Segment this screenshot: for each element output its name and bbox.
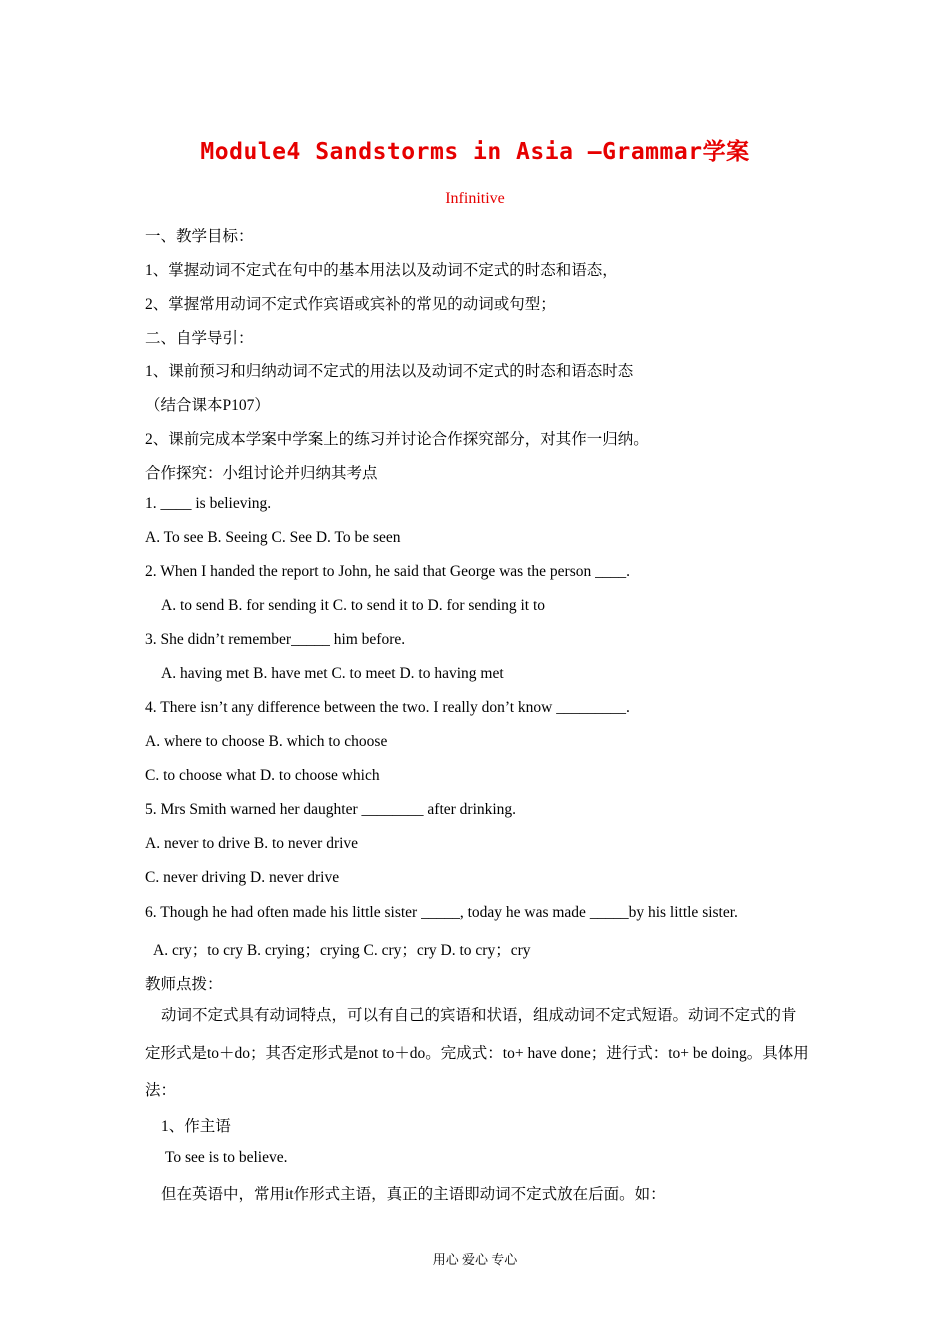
text-line: 二、自学导引： [145, 330, 254, 347]
text-line: 1、课前预习和归纳动词不定式的用法以及动词不定式的时态和语态时态 [145, 363, 634, 380]
question-4: 4. There isn’t any difference between the two. I really don’t know _________. [145, 699, 630, 716]
text-line: 2、掌握常用动词不定式作宾语或宾补的常见的动词或句型； [145, 296, 556, 313]
explanation-paragraph: 动词不定式具有动词特点，可以有自己的宾语和状语，组成动词不定式短语。动词不定式的肯定形式是to＋do；其否定形式是not to＋do。完成式：to+ have done；进行式：to+ be doing。具体用法： [145, 1007, 809, 1099]
question-3: 3. She didn’t remember_____ him before. [145, 631, 406, 648]
usage-example: To see is to believe. [165, 1149, 288, 1166]
question-2: 2. When I handed the report to John, he said that George was the person ____. [145, 563, 630, 580]
text-line: 一、教学目标： [145, 228, 254, 245]
text-line: 1、掌握动词不定式在句中的基本用法以及动词不定式的时态和语态， [145, 262, 618, 279]
text-line: 合作探究：小组讨论并归纳其考点 [145, 465, 378, 482]
document-title: Module4 Sandstorms in Asia –Grammar学案 [200, 139, 750, 165]
text-line: （结合课本P107） [145, 397, 270, 414]
question-1-options: A. To see B. Seeing C. See D. To be seen [145, 529, 401, 546]
question-1: 1. ____ is believing. [145, 495, 272, 512]
question-5-options-b: C. never driving D. never drive [145, 869, 340, 886]
text-line: 2、课前完成本学案中学案上的练习并讨论合作探究部分，对其作一归纳。 [145, 431, 649, 448]
question-5: 5. Mrs Smith warned her daughter ________ after drinking. [145, 801, 517, 818]
question-4-options-a: A. where to choose B. which to choose [145, 733, 388, 750]
question-3-options: A. having met B. have met C. to meet D. to having met [161, 665, 504, 682]
page-footer: 用心 爱心 专心 [432, 1252, 518, 1267]
question-6: 6. Though he had often made his little sister _____, today he was made _____by his little sister. [145, 904, 738, 921]
usage-heading: 1、作主语 [161, 1118, 231, 1135]
question-4-options-b: C. to choose what D. to choose which [145, 767, 380, 784]
document-subtitle: Infinitive [445, 190, 505, 207]
question-6-options: A. cry；to cry B. crying；crying C. cry；cry D. to cry；cry [153, 942, 531, 959]
usage-note: 但在英语中，常用it作形式主语，真正的主语即动词不定式放在后面。如： [161, 1186, 666, 1203]
teacher-guidance-heading: 教师点拨： [145, 976, 223, 993]
question-5-options-a: A. never to drive B. to never drive [145, 835, 359, 852]
question-2-options: A. to send B. for sending it C. to send it to D. for sending it to [161, 597, 546, 614]
